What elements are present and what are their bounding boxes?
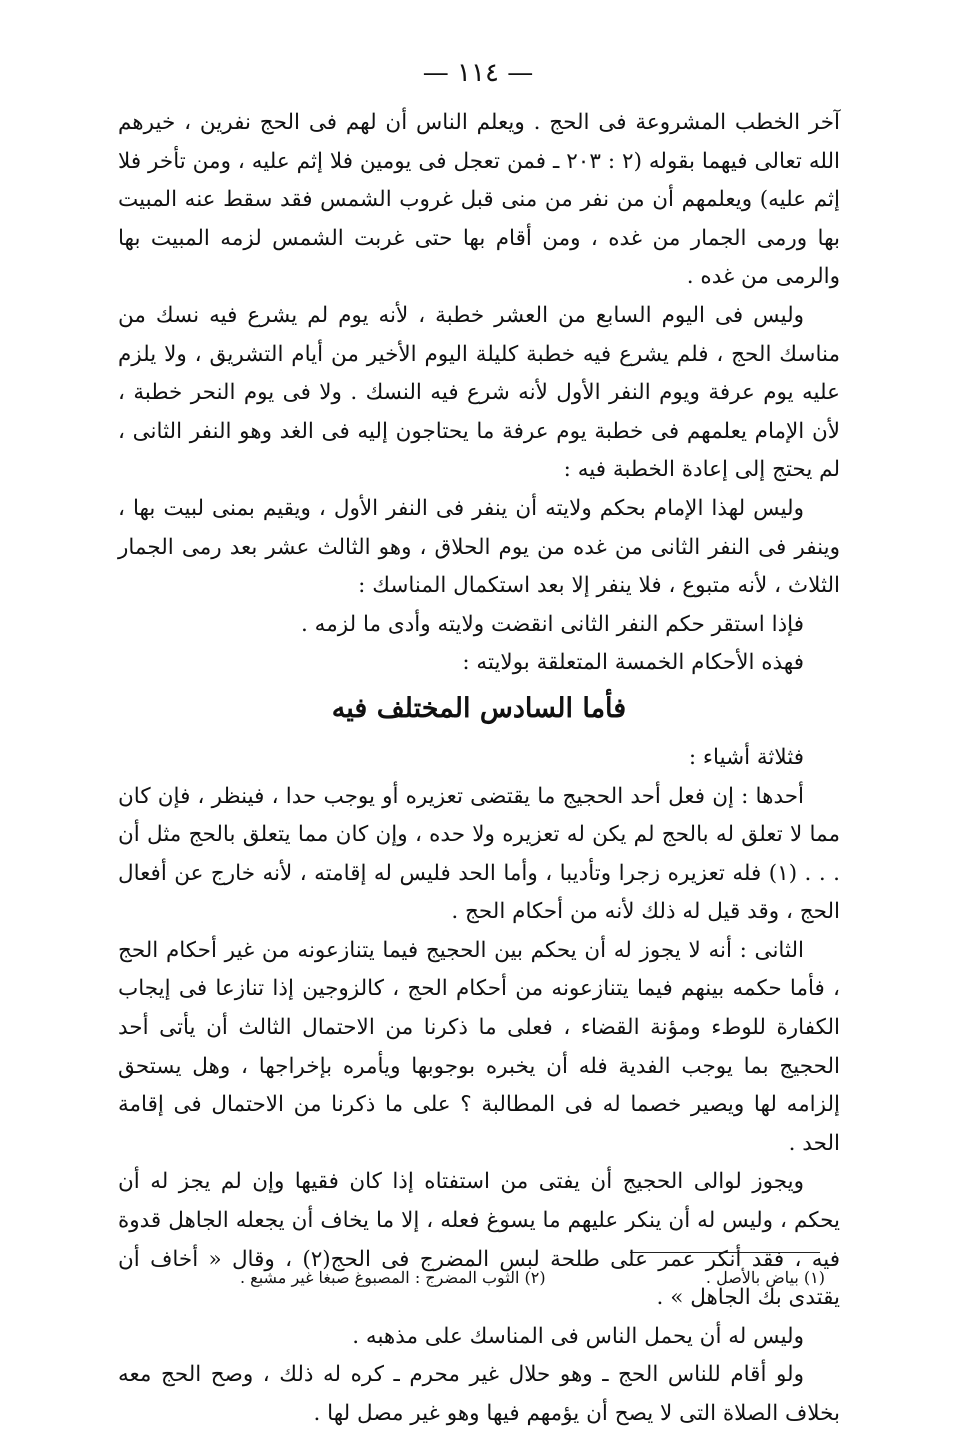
footnote: (٢) الثوب المضرج : المصبوغ صبغا غير مشبع . — [240, 1268, 546, 1287]
paragraph: آخر الخطب المشروعة فى الحج . ويعلم الناس أن لهم فى الحج نفرين ، خيرهم الله تعالى فيهما بقوله (٢ : ٢٠٣ ـ فمن تعجل فى يومين فلا إثم عليه ، ومن تأخر فلا إثم عليه) ويعلمهم أن من نفر من منى قبل غروب الشمس فقد سقط عنه المبيت بها ورمى الجمار من غده ، ومن أقام بها حتى غربت الشمس لزمه المبيت بها والرمى من غده . — [118, 110, 840, 290]
body-text — [118, 104, 840, 1434]
section-heading: فأما السادس المختلف فيه — [331, 692, 627, 724]
paragraph: وليس لهذا الإمام بحكم ولايته أن ينفر فى النفر الأول ، ويقيم بمنى لبيت بها ، وينفر فى النفر الثانى من غده من يوم الحلاق ، وهو الثالث عشر بعد رمى الجمار الثلاث ، لأنه متبوع ، فلا ينفر إلا بعد استكمال المناسك : — [118, 495, 840, 599]
page-number: — ١١٤ — — [422, 58, 534, 88]
paragraph: الثانى : أنه لا يجوز له أن يحكم بين الحجيج فيما يتنازعونه من غير أحكام الحج ، فأما حكمه بينهم فيما يتنازعونه من أحكام الحج ، كالزوجين إذا تنازعا فى إيجاب الكفارة للوطء ومؤنة القضاء ، فعلى ما ذكرنا من الاحتمال الثالث أن يأتى أحد الحجيج بما يوجب الفدية فله أن يخبره بوجوبها ويأمره بإخراجها ، وهل يستحق إلزامه لها ويصير خصما له فى المطالبة ؟ على ما ذكرنا من الاحتمال فى إقامة الحد . — [118, 937, 840, 1156]
footnotes — [240, 1268, 825, 1287]
paragraph: ولو أقام للناس الحج ـ وهو حلال غير محرم ـ كره له ذلك ، وصح الحج معه بخلاف الصلاة التى لا يصح أن يؤمهم فيها وهو غير مصل لها . — [118, 1362, 840, 1426]
footnote-separator — [630, 1252, 820, 1253]
paragraph: ويجوز لوالى الحجيج أن يفتى من استفتاه إذا كان فقيها وإن لم يجز له أن يحكم ، وليس له أن ينكر عليهم ما يسوغ فعله ، إلا ما يخاف أن يجعله الجاهل قدوة فيه ، فقد أنكر عمر على طلحة لبس المضرج فى الحج(٢) ، وقال « أخاف أن يقتدى بك الجاهل » . — [118, 1169, 840, 1311]
paragraph: أحدها : إن فعل أحد الحجيج ما يقتضى تعزيره أو يوجب حدا ، فينظر ، فإن كان مما لا تعلق له بالحج لم يكن له تعزيره ولا حده ، وإن كان مما يتعلق بالحج مثل أن . . . (١) فله تعزيره زجرا وتأديبا ، وأما الحد فليس له إقامته ، لأنه خارج عن أفعال الحج ، وقد قيل له ذلك لأنه من أحكام الحج . — [118, 783, 840, 925]
paragraph: وليس له أن يحمل الناس فى المناسك على مذهبه . — [352, 1323, 804, 1349]
paragraph: فإذا استقر حكم النفر الثانى انقضت ولايته وأدى ما لزمه . — [301, 611, 804, 637]
paragraph: فهذه الأحكام الخمسة المتعلقة بولايته : — [462, 650, 804, 676]
paragraph: وليس فى اليوم السابع من العشر خطبة ، لأنه يوم لم يشرع فيه نسك من مناسك الحج ، فلم يشرع فيه خطبة كليلة اليوم الأخير من أيام التشريق ، ولا يلزم عليه يوم عرفة ويوم النفر الأول لأنه شرع فيه النسك . ولا فى يوم النحر خطبة ، لأن الإمام يعلمهم فى خطبة يوم عرفة ما يحتاجون إليه فى الغد وهو النفر الثانى ، لم يحتج إلى إعادة الخطبة فيه : — [118, 302, 840, 483]
footnote: (١) بياض بالأصل . — [705, 1268, 825, 1287]
paragraph: فثلاثة أشياء : — [688, 744, 804, 770]
